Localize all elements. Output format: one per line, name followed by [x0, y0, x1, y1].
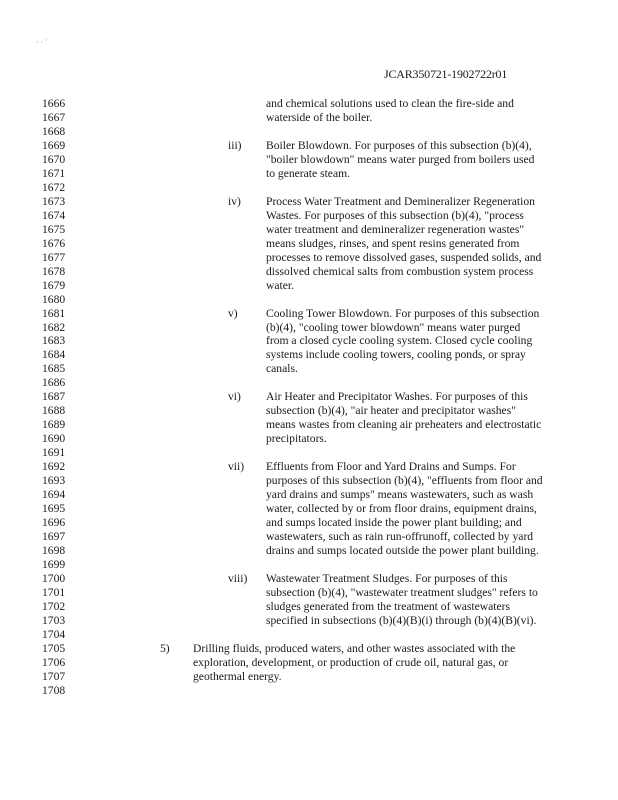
document-body — [0, 97, 618, 698]
document-line — [0, 307, 618, 321]
document-line — [0, 488, 618, 502]
document-line — [0, 572, 618, 586]
line-text: Drilling fluids, produced waters, and other wastes associated with the — [193, 641, 516, 655]
document-line — [0, 614, 618, 628]
line-number: 1667 — [42, 110, 66, 124]
line-text: and chemical solutions used to clean the fire-side and — [266, 97, 514, 110]
line-number: 1679 — [42, 278, 66, 292]
line-number: 1705 — [42, 641, 66, 655]
line-text: subsection (b)(4), "air heater and precipitator washes" — [266, 404, 516, 418]
document-line — [0, 195, 618, 209]
line-text: specified in subsections (b)(4)(B)(i) through (b)(4)(B)(vi). — [266, 613, 537, 627]
document-line — [0, 362, 618, 376]
line-number: 1696 — [42, 516, 66, 530]
document-line — [0, 376, 618, 390]
document-line — [0, 642, 618, 656]
line-number: 1668 — [42, 124, 66, 138]
line-number: 1671 — [42, 166, 66, 180]
line-number: 1690 — [42, 432, 66, 446]
line-number: 1685 — [42, 362, 66, 376]
line-text: yard drains and sumps" means wastewaters, such as wash — [266, 488, 534, 502]
line-text: from a closed cycle cooling system. Closed cycle cooling — [266, 334, 533, 348]
line-text: means wastes from cleaning air preheaters and electrostatic — [266, 418, 542, 432]
line-number: 1680 — [42, 292, 66, 306]
line-number: 1686 — [42, 376, 66, 390]
document-line — [0, 656, 618, 670]
line-number: 1681 — [42, 306, 66, 320]
line-number: 1673 — [42, 194, 66, 208]
line-text: Wastes. For purposes of this subsection (b)(4), "process — [266, 208, 524, 222]
document-line — [0, 97, 618, 111]
line-text: exploration, development, or production of crude oil, natural gas, or — [193, 655, 509, 669]
line-number: 1706 — [42, 655, 66, 669]
item-label: viii) — [228, 571, 248, 585]
line-text: water, collected by or from floor drains, equipment drains, — [266, 502, 537, 516]
item-label: vii) — [228, 460, 245, 474]
line-text: and sumps located inside the power plant building; and — [266, 516, 522, 530]
line-text: precipitators. — [266, 432, 327, 446]
document-line — [0, 348, 618, 362]
line-number: 1684 — [42, 348, 66, 362]
document-line — [0, 600, 618, 614]
document-line — [0, 558, 618, 572]
line-text: Wastewater Treatment Sludges. For purposes of this — [266, 571, 508, 585]
line-number: 1675 — [42, 222, 66, 236]
line-text: Process Water Treatment and Demineralizer Regeneration — [266, 194, 535, 208]
line-number: 1669 — [42, 138, 66, 152]
document-line — [0, 125, 618, 139]
document-line — [0, 670, 618, 684]
document-line — [0, 502, 618, 516]
item-label: iii) — [228, 138, 242, 152]
line-number: 1700 — [42, 571, 66, 585]
line-text: sludges generated from the treatment of wastewaters — [266, 599, 511, 613]
line-text: (b)(4), "cooling tower blowdown" means water purged — [266, 320, 521, 334]
document-line — [0, 279, 618, 293]
document-line — [0, 153, 618, 167]
line-number: 1672 — [42, 180, 66, 194]
line-number: 1674 — [42, 208, 66, 222]
line-text: canals. — [266, 362, 298, 376]
line-number: 1670 — [42, 152, 66, 166]
line-text: waterside of the boiler. — [266, 110, 373, 124]
item-label: vi) — [228, 390, 241, 404]
document-line — [0, 684, 618, 698]
line-text: to generate steam. — [266, 166, 351, 180]
line-text: geothermal energy. — [193, 669, 282, 683]
document-line — [0, 390, 618, 404]
document-line — [0, 404, 618, 418]
document-line — [0, 460, 618, 474]
line-number: 1677 — [42, 250, 66, 264]
line-text: drains and sumps located outside the power plant building. — [266, 544, 539, 557]
document-id-header: JCAR350721-1902722r01 — [384, 67, 508, 81]
document-line — [0, 181, 618, 195]
line-number: 1676 — [42, 236, 66, 250]
line-number: 1691 — [42, 446, 66, 460]
line-text: "boiler blowdown" means water purged from boilers used — [266, 152, 535, 166]
line-number: 1704 — [42, 627, 66, 641]
line-text: processes to remove dissolved gases, suspended solids, and — [266, 250, 542, 264]
line-number: 1689 — [42, 418, 66, 432]
document-line — [0, 223, 618, 237]
line-number: 1694 — [42, 488, 66, 502]
document-line — [0, 334, 618, 348]
document-line — [0, 418, 618, 432]
line-text: subsection (b)(4), "wastewater treatment sludges" refers to — [266, 585, 538, 599]
item-label: v) — [228, 306, 238, 320]
line-text: wastewaters, such as rain run-offrunoff, collected by yard — [266, 530, 534, 544]
line-number: 1678 — [42, 264, 66, 278]
line-number: 1699 — [42, 557, 66, 571]
document-line — [0, 139, 618, 153]
line-number: 1666 — [42, 97, 66, 110]
line-number: 1688 — [42, 404, 66, 418]
document-line — [0, 530, 618, 544]
document-line — [0, 265, 618, 279]
line-number: 1703 — [42, 613, 66, 627]
document-line — [0, 111, 618, 125]
line-number: 1702 — [42, 599, 66, 613]
line-text: Boiler Blowdown. For purposes of this subsection (b)(4), — [266, 138, 532, 152]
document-line — [0, 209, 618, 223]
document-line — [0, 293, 618, 307]
line-text: purposes of this subsection (b)(4), "effluents from floor and — [266, 474, 543, 488]
line-number: 1708 — [42, 683, 66, 697]
line-number: 1693 — [42, 474, 66, 488]
line-number: 1682 — [42, 320, 66, 334]
line-number: 1683 — [42, 334, 66, 348]
line-number: 1707 — [42, 669, 66, 683]
line-number: 1687 — [42, 390, 66, 404]
line-text: Air Heater and Precipitator Washes. For purposes of this — [266, 390, 528, 404]
scan-speckle: · · ˈ — [36, 38, 48, 47]
line-text: water. — [266, 278, 295, 292]
document-line — [0, 446, 618, 460]
item-label: iv) — [228, 194, 241, 208]
line-text: means sludges, rinses, and spent resins generated from — [266, 236, 520, 250]
line-number: 1698 — [42, 544, 66, 557]
document-line — [0, 321, 618, 335]
document-line — [0, 516, 618, 530]
line-text: systems include cooling towers, cooling ponds, or spray — [266, 348, 526, 362]
document-line — [0, 628, 618, 642]
document-line — [0, 432, 618, 446]
line-number: 1701 — [42, 585, 66, 599]
document-line — [0, 167, 618, 181]
line-number: 1697 — [42, 530, 66, 544]
line-number: 1692 — [42, 460, 66, 474]
line-text: dissolved chemical salts from combustion system process — [266, 264, 534, 278]
line-text: Effluents from Floor and Yard Drains and Sumps. For — [266, 460, 516, 474]
item-label: 5) — [160, 641, 170, 655]
document-line — [0, 586, 618, 600]
document-line — [0, 474, 618, 488]
line-number: 1695 — [42, 502, 66, 516]
line-text: Cooling Tower Blowdown. For purposes of this subsection — [266, 306, 540, 320]
document-line — [0, 544, 618, 558]
document-line — [0, 251, 618, 265]
document-line — [0, 237, 618, 251]
line-text: water treatment and demineralizer regeneration wastes" — [266, 222, 525, 236]
